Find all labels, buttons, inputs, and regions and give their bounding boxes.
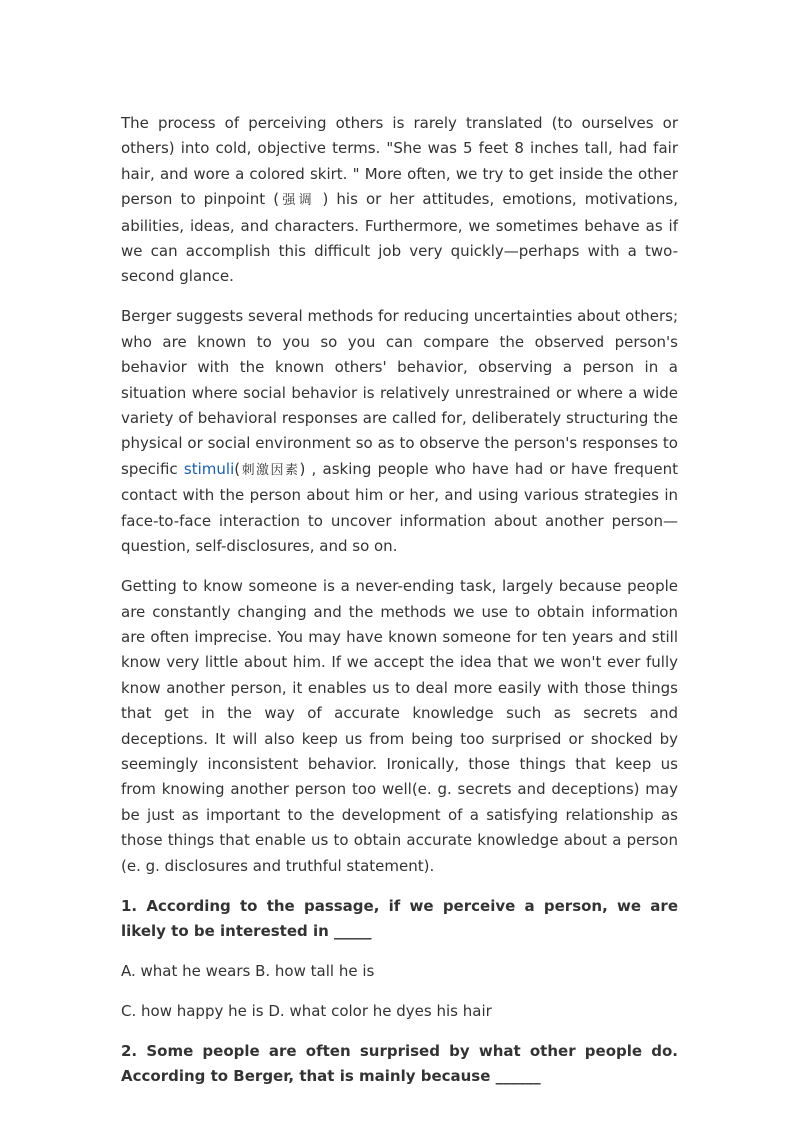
paragraph-2 [121, 304, 678, 559]
stimuli-link[interactable]: stimuli [183, 459, 235, 478]
question-1-options-cd: C. how happy he is D. what color he dyes his hair [121, 1001, 492, 1020]
paragraph-2-text-b: ) , asking people who have had or have frequent contact with the person about him or her, and using various strategies in face-to-face interaction to uncover information about another person—question, self-disclosures, and so on. [121, 459, 678, 556]
question-1-stem: 1. According to the passage, if we perceive a person, we are likely to be interested in _____ [121, 896, 678, 940]
question-1-options-ab: A. what he wears B. how tall he is [121, 961, 375, 980]
paragraph-2-chinese-gloss: 刺激因素 [240, 462, 300, 478]
paragraph-1-text-b: ) his or her attitudes, emotions, motivations, abilities, ideas, and characters. Furthermore, we sometimes behave as if we can accomplish this difficult job very quickly—perhaps with a two-second glance. [121, 190, 678, 286]
paragraph-2-text-a: Berger suggests several methods for reducing uncertainties about others; who are known to you so you can compare the observed person's behavior with the known others' behavior, observing a person in a situation where social behavior is relatively unrestrained or where a wide variety of behavioral responses are called for, deliberately structuring the physical or social environment so as to observe the person's responses to specific [121, 307, 678, 478]
question-2-stem: 2. Some people are often surprised by what other people do. According to Berger, that is mainly because ______ [121, 1041, 678, 1086]
paragraph-2-paren: ( [234, 459, 241, 478]
paragraph-1 [121, 111, 678, 290]
document-page [121, 111, 678, 1104]
paragraph-1-text-a: The process of perceiving others is rarely translated (to ourselves or others) into cold, objective terms. "She was 5 feet 8 inches tall, had fair hair, and wore a colored skirt. " More often, we try to get inside the other person to pinpoint ( [121, 114, 678, 209]
paragraph-3: Getting to know someone is a never-ending task, largely because people are constantly changing and the methods we use to obtain information are often imprecise. You may have known someone for ten years and still know very little about him. If we accept the idea that we won't ever fully know another person, it enables us to deal more easily with those things that get in the way of accurate knowledge such as secrets and deceptions. It will also keep us from being too surprised or shocked by seemingly inconsistent behavior. Ironically, those things that keep us from knowing another person too well(e. g. secrets and deceptions) may be just as important to the development of a satisfying relationship as those things that enable us to obtain accurate knowledge about a person (e. g. disclosures and truthful statement). [121, 577, 678, 875]
paragraph-1-chinese-gloss: 强调 [279, 193, 323, 209]
